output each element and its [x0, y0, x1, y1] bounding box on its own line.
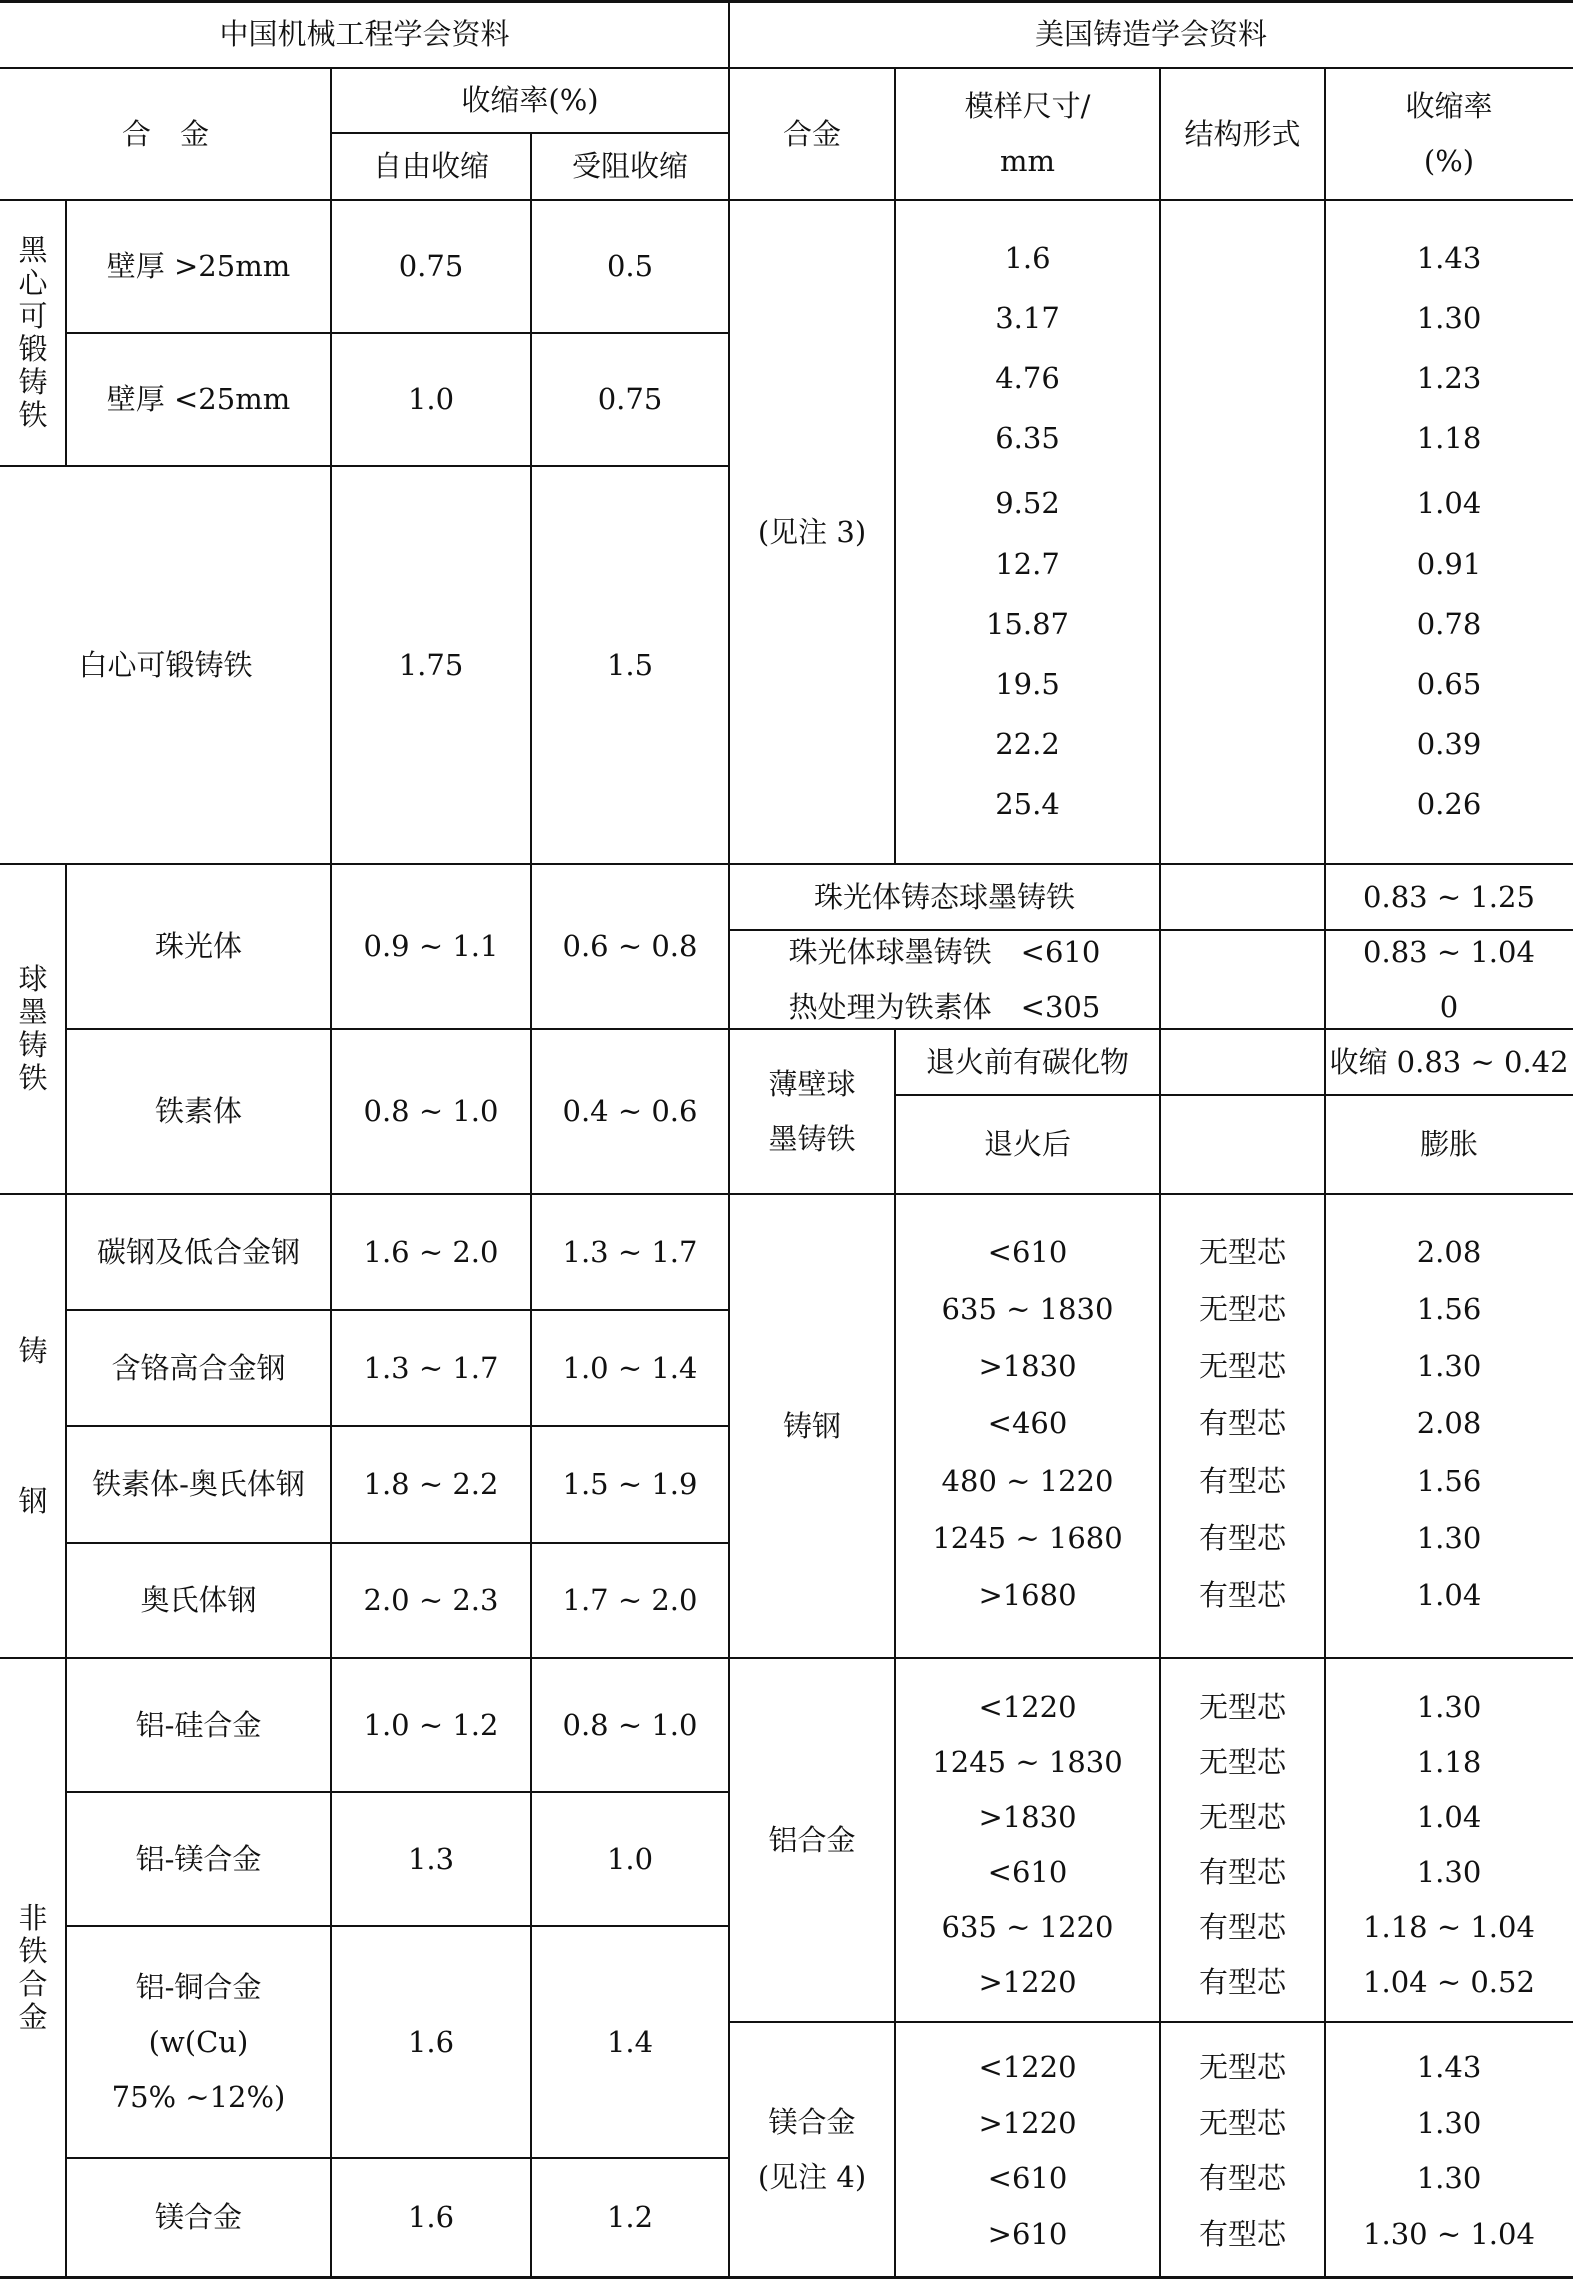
group-label-blackheart-line: 心	[18, 266, 48, 300]
us-shrinkage-list-line: 1.04	[1416, 486, 1482, 521]
us-shrinkage-list-line: 1.30	[1416, 1690, 1482, 1724]
alloy-name: 壁厚 >25mm	[106, 249, 291, 283]
us-alloy-name: (见注 3)	[757, 514, 867, 549]
hindered-shrinkage-value: 1.2	[606, 2200, 654, 2234]
us-alloy-name-line: (见注 4)	[757, 2159, 867, 2194]
us-shrinkage-list-line: 0.83 ~ 1.04	[1363, 934, 1535, 969]
group-label-nonferrous	[0, 1658, 66, 2277]
table-rule	[66, 1425, 729, 1427]
hindered-shrinkage-value: 1.5 ~ 1.9	[562, 1467, 698, 1501]
pattern-size-list-line: >1830	[978, 1349, 1077, 1384]
structure-list-line: 有型芯	[1198, 1463, 1286, 1498]
pattern-size-list-line: >1220	[978, 1965, 1077, 1999]
alloy-name	[66, 2158, 331, 2277]
pattern-size-list-line: 25.4	[995, 787, 1060, 822]
us-shrinkage-list-line: 1.30	[1416, 1855, 1482, 1889]
free-shrinkage-header: 自由收缩	[372, 149, 489, 183]
pattern-size-list-line: 9.52	[995, 486, 1060, 521]
us-alloy-name-line: 镁合金	[768, 2104, 856, 2139]
pattern-size-list-line: 1245 ~ 1680	[932, 1520, 1123, 1555]
free-shrinkage-value: 1.8 ~ 2.2	[363, 1467, 499, 1501]
alloy-name-line: 75% ~12%)	[111, 2079, 286, 2114]
alloy-name: 铁素体	[154, 1094, 242, 1128]
us-shrinkage-value: 0.83 ~ 1.25	[1363, 879, 1535, 914]
alloy-name: 壁厚 <25mm	[106, 382, 291, 416]
pattern-size-list-line: <610	[987, 1855, 1068, 1889]
us-shrinkage-list-line: 2.08	[1416, 1406, 1482, 1441]
us-alloy-name: 铝合金	[768, 1822, 856, 1857]
thin-wall-ductile-label	[729, 1029, 895, 1194]
pattern-size-list	[895, 228, 1160, 835]
hindered-shrinkage-value: 0.6 ~ 0.8	[562, 929, 698, 963]
structure-list-line: 有型芯	[1198, 1577, 1286, 1612]
structure-list-line: 无型芯	[1198, 1235, 1286, 1270]
us-shrinkage-list-line: 0.65	[1416, 666, 1482, 701]
us-shrinkage-list-line: 1.04	[1416, 1800, 1482, 1834]
table-rule	[0, 1193, 1573, 1195]
pattern-size-list-line: >1220	[978, 2105, 1077, 2140]
hindered-shrinkage-value: 0.8 ~ 1.0	[562, 1707, 698, 1742]
structure-list-line: 有型芯	[1198, 1406, 1286, 1441]
group-label-blackheart-line: 可	[18, 299, 48, 333]
pattern-size-list-line: 4.76	[995, 360, 1060, 395]
us-shrinkage-list-line: 1.56	[1416, 1463, 1482, 1498]
alloy-name-line: 铝-镁合金	[135, 1841, 262, 1876]
free-shrinkage-value: 1.0 ~ 1.2	[363, 1707, 499, 1742]
group-label-ductile-line: 铁	[18, 1061, 48, 1095]
pattern-size-list-line: 635 ~ 1220	[941, 1910, 1114, 1944]
pattern-size-list	[895, 1680, 1160, 2007]
pattern-size-list-line: 19.5	[995, 666, 1060, 701]
pattern-size-header	[895, 68, 1160, 200]
group-label-blackheart-line: 铸	[18, 365, 48, 399]
free-shrinkage-value: 1.3 ~ 1.7	[363, 1350, 499, 1385]
us-shrinkage-list-line: 1.30	[1416, 2161, 1482, 2196]
structure-list-line: 有型芯	[1198, 1965, 1286, 1999]
structure-list	[1160, 1680, 1325, 2007]
table-rule	[0, 1657, 1573, 1659]
group-label-nonferrous-line: 铁	[18, 1933, 48, 1968]
pattern-size-list-line: 22.2	[995, 727, 1060, 762]
pattern-size-list-line: <1220	[978, 2050, 1077, 2085]
pattern-size-list-line: <460	[987, 1406, 1068, 1441]
pattern-size-list-line: >1680	[978, 1577, 1077, 1612]
free-shrinkage-value: 1.6 ~ 2.0	[363, 1234, 499, 1269]
us-shrinkage-list-line: 1.30	[1416, 2105, 1482, 2140]
group-label-nonferrous-line: 非	[18, 1900, 48, 1935]
us-shrinkage-list-line: 1.56	[1416, 1292, 1482, 1327]
structure-list-line: 有型芯	[1198, 2216, 1286, 2251]
shrinkage-column-header: 收缩率(%)	[461, 83, 599, 117]
table-rule	[530, 133, 532, 2277]
heat-treated-ductile-label-line: 珠光体球墨铸铁 <610	[788, 934, 1101, 969]
table-rule	[65, 1194, 67, 2277]
hindered-shrinkage-value: 1.3 ~ 1.7	[562, 1234, 698, 1269]
alloy-name: 珠光体	[154, 929, 242, 963]
right-source-header: 美国铸造学会资料	[1034, 16, 1267, 51]
thin-wall-ductile-label-line: 薄壁球	[768, 1066, 856, 1101]
left-source-header: 中国机械工程学会资料	[219, 16, 510, 51]
pattern-size-list-line: 1.6	[1004, 240, 1051, 275]
pattern-size-list-line: >610	[987, 2216, 1068, 2251]
us-shrinkage-list-line: 1.04 ~ 0.52	[1363, 1965, 1535, 1999]
structure-list-line: 有型芯	[1198, 1520, 1286, 1555]
free-shrinkage-value: 0.9 ~ 1.1	[363, 929, 499, 963]
us-shrinkage-list-line: 1.04	[1416, 1577, 1482, 1612]
free-shrinkage-value: 1.6	[407, 2024, 455, 2059]
group-label-cast-steel	[0, 1194, 66, 1658]
us-shrinkage-header-line: (%)	[1423, 144, 1475, 178]
table-rule	[894, 68, 896, 864]
free-shrinkage-value: 2.0 ~ 2.3	[363, 1583, 499, 1617]
us-shrinkage-header-line: 收缩率	[1405, 89, 1493, 123]
us-shrinkage-header	[1325, 68, 1573, 200]
group-label-nonferrous-line: 合	[18, 1966, 48, 2001]
structure-list-line: 无型芯	[1198, 1349, 1286, 1384]
table-rule	[728, 0, 730, 2277]
group-label-ductile-line: 铸	[18, 1028, 48, 1062]
as-cast-ductile-label: 珠光体铸态球墨铸铁	[813, 879, 1075, 914]
us-shrinkage-list-line: 1.30 ~ 1.04	[1363, 2216, 1535, 2251]
us-shrinkage-list-line: 1.30	[1416, 300, 1482, 335]
pattern-size-list	[895, 1224, 1160, 1624]
us-shrinkage-list-line: 1.18 ~ 1.04	[1363, 1910, 1535, 1944]
pattern-size-list-line: <610	[987, 1235, 1068, 1270]
structure-list	[1160, 1224, 1325, 1624]
table-rule	[66, 1791, 729, 1793]
pattern-size-list-line: <610	[987, 2161, 1068, 2196]
alloy-name: 奥氏体钢	[140, 1583, 257, 1617]
structure-list-line: 有型芯	[1198, 1855, 1286, 1889]
table-rule	[330, 68, 332, 2277]
pattern-size-header-line: mm	[1000, 144, 1055, 178]
us-shrinkage-value: 膨胀	[1419, 1127, 1478, 1161]
hindered-shrinkage-value: 0.4 ~ 0.6	[562, 1094, 698, 1128]
us-shrinkage-list-line: 1.18	[1416, 421, 1482, 456]
group-label-ductile	[0, 864, 66, 1194]
us-shrinkage-list-line: 0.91	[1416, 546, 1482, 581]
hindered-shrinkage-value: 1.7 ~ 2.0	[562, 1583, 698, 1617]
table-rule	[0, 863, 1573, 865]
group-label-cast-steel-line: 钢	[18, 1484, 48, 1518]
alloy-name-line: 铝-硅合金	[135, 1707, 262, 1742]
table-rule	[66, 332, 729, 334]
alloy-name-line: (w(Cu)	[148, 2024, 249, 2059]
heat-treated-ductile-label	[729, 930, 1160, 1029]
us-alloy-name	[729, 2022, 895, 2277]
hindered-shrinkage-value: 0.75	[597, 382, 663, 416]
us-shrinkage-list-line: 0.26	[1416, 787, 1482, 822]
after-anneal-label: 退火后	[983, 1127, 1071, 1161]
table-rule	[66, 1925, 729, 1927]
structure-list-line: 有型芯	[1198, 1910, 1286, 1944]
us-shrinkage-list-line: 1.30	[1416, 1349, 1482, 1384]
table-rule	[66, 1309, 729, 1311]
us-shrinkage-list	[1325, 1680, 1573, 2007]
thin-wall-ductile-label-line: 墨铸铁	[768, 1121, 856, 1156]
structure-list-line: 无型芯	[1198, 2105, 1286, 2140]
us-shrinkage-value: 收缩 0.83 ~ 0.42	[1329, 1044, 1569, 1079]
table-rule	[0, 465, 729, 467]
us-shrinkage-list	[1325, 2040, 1573, 2262]
table-rule	[65, 864, 67, 1194]
alloy-column-header: 合 金	[121, 116, 209, 151]
table-rule	[1159, 864, 1161, 1029]
pattern-size-header-line: 模样尺寸/	[964, 89, 1091, 123]
us-alloy-header: 合金	[782, 116, 841, 151]
us-shrinkage-list-line: 1.30	[1416, 1520, 1482, 1555]
structure-list-line: 有型芯	[1198, 2161, 1286, 2196]
alloy-name: 铁素体-奥氏体钢	[92, 1467, 305, 1501]
us-shrinkage-list-line: 0.39	[1416, 727, 1482, 762]
structure-list-line: 无型芯	[1198, 2050, 1286, 2085]
us-shrinkage-list-line: 1.43	[1416, 2050, 1482, 2085]
table-rule	[1159, 68, 1161, 864]
us-shrinkage-list-line: 0	[1439, 989, 1459, 1024]
pattern-size-list-line: 15.87	[985, 606, 1070, 641]
table-rule	[66, 2157, 729, 2159]
table-rule	[0, 199, 1573, 201]
us-shrinkage-list	[1325, 930, 1573, 1029]
pattern-size-list-line: 6.35	[995, 421, 1060, 456]
free-shrinkage-value: 1.75	[398, 647, 464, 682]
table-rule	[66, 1542, 729, 1544]
hindered-shrinkage-value: 0.5	[606, 249, 654, 283]
us-shrinkage-list-line: 1.18	[1416, 1745, 1482, 1779]
hindered-shrinkage-value: 1.0 ~ 1.4	[562, 1350, 698, 1385]
group-label-blackheart-line: 铁	[18, 398, 48, 432]
alloy-name	[66, 1792, 331, 1926]
hindered-shrinkage-value: 1.0	[606, 1841, 654, 1876]
alloy-name	[66, 1658, 331, 1792]
group-label-ductile-line: 墨	[18, 995, 48, 1029]
table-rule	[65, 200, 67, 466]
structure-header: 结构形式	[1184, 116, 1301, 151]
hindered-shrinkage-value: 1.5	[606, 647, 654, 682]
group-label-blackheart-line: 锻	[18, 332, 48, 366]
us-alloy-name: 铸钢	[782, 1408, 841, 1443]
structure-list-line: 无型芯	[1198, 1800, 1286, 1834]
pattern-size-list	[895, 2040, 1160, 2262]
structure-list-line: 无型芯	[1198, 1690, 1286, 1724]
free-shrinkage-value: 1.3	[407, 1841, 455, 1876]
table-rule	[894, 1029, 896, 2277]
group-label-nonferrous-line: 金	[18, 1999, 48, 2034]
pattern-size-list-line: >1830	[978, 1800, 1077, 1834]
table-rule	[0, 67, 1573, 69]
us-shrinkage-list	[1325, 1224, 1573, 1624]
group-label-cast-steel-line: 铸	[18, 1334, 48, 1368]
table-rule	[895, 1094, 1573, 1096]
us-shrinkage-list-line: 1.43	[1416, 240, 1482, 275]
structure-list	[1160, 2040, 1325, 2262]
alloy-name-line: 镁合金	[154, 2200, 242, 2234]
heat-treated-ductile-label-line: 热处理为铁素体 <305	[788, 989, 1101, 1024]
free-shrinkage-value: 0.8 ~ 1.0	[363, 1094, 499, 1128]
pattern-size-list-line: 480 ~ 1220	[941, 1463, 1114, 1498]
alloy-name	[66, 1926, 331, 2158]
table-rule	[1159, 1029, 1161, 2277]
pattern-size-list-line: 635 ~ 1830	[941, 1292, 1114, 1327]
us-shrinkage-list-line: 2.08	[1416, 1235, 1482, 1270]
alloy-name: 碳钢及低合金钢	[96, 1234, 300, 1269]
pattern-size-list-line: 1245 ~ 1830	[932, 1745, 1123, 1779]
structure-list-line: 无型芯	[1198, 1292, 1286, 1327]
free-shrinkage-value: 1.0	[407, 382, 455, 416]
pattern-size-list-line: 3.17	[995, 300, 1060, 335]
group-label-blackheart	[0, 200, 66, 466]
alloy-name-line: 铝-铜合金	[135, 1969, 262, 2004]
us-shrinkage-list-line: 0.78	[1416, 606, 1482, 641]
us-shrinkage-list-line: 1.23	[1416, 360, 1482, 395]
group-label-blackheart-line: 黑	[18, 233, 48, 267]
free-shrinkage-value: 1.6	[407, 2200, 455, 2234]
table-rule	[0, 0, 1573, 3]
hindered-shrinkage-value: 1.4	[606, 2024, 654, 2059]
us-shrinkage-list	[1325, 228, 1573, 835]
structure-list-line: 无型芯	[1198, 1745, 1286, 1779]
table-rule	[729, 2021, 1573, 2023]
pattern-size-list-line: 12.7	[995, 546, 1060, 581]
alloy-name: 含铬高合金钢	[111, 1350, 286, 1385]
pattern-size-list-line: <1220	[978, 1690, 1077, 1724]
alloy-name: 白心可锻铸铁	[78, 647, 253, 682]
table-rule	[729, 929, 1573, 931]
before-anneal-label: 退火前有碳化物	[925, 1044, 1129, 1079]
group-label-ductile-line: 球	[18, 962, 48, 996]
free-shrinkage-value: 0.75	[398, 249, 464, 283]
hindered-shrinkage-header: 受阻收缩	[571, 149, 688, 183]
table-rule	[66, 1028, 1573, 1030]
table-rule	[1324, 68, 1326, 2277]
